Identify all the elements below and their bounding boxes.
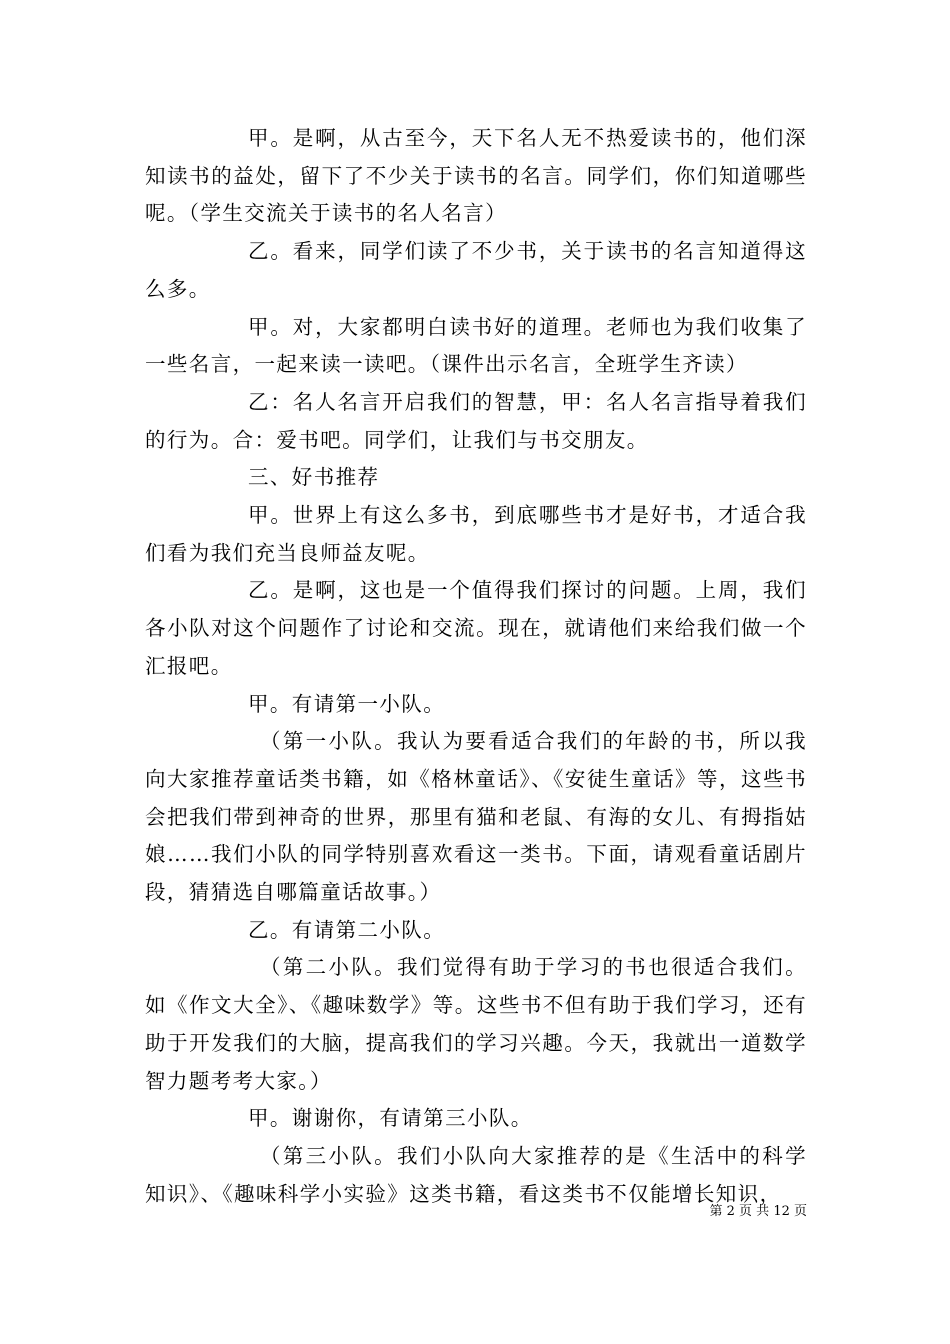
paragraph: 甲。世界上有这么多书，到底哪些书才是好书，才适合我们看为我们充当良师益友呢。: [145, 503, 807, 565]
paragraph: 乙。有请第二小队。: [248, 917, 446, 942]
paragraph: 甲。谢谢你，有请第三小队。: [248, 1106, 533, 1131]
paragraph: 乙。看来，同学们读了不少书，关于读书的名言知道得这么多。: [145, 239, 807, 301]
paragraph: 乙。是啊，这也是一个值得我们探讨的问题。上周，我们各小队对这个问题作了讨论和交流。现在，就请他们来给我们做一个汇报吧。: [145, 578, 807, 678]
section-heading: 三、好书推荐: [248, 465, 380, 490]
page-number-footer: 第 2 页 共 12 页: [709, 1204, 807, 1219]
paragraph: 甲。对，大家都明白读书好的道理。老师也为我们收集了一些名言，一起来读一读吧。（课件出示名言，全班学生齐读）: [145, 314, 807, 377]
body-text: [145, 120, 807, 1213]
paragraph: （第三小队。我们小队向大家推荐的是《生活中的科学知识》、《趣味科学小实验》这类书籍，看这类书不仅能增长知识，: [145, 1143, 807, 1206]
paragraph: 甲。是啊，从古至今，天下名人无不热爱读书的，他们深知读书的益处，留下了不少关于读书的名言。同学们，你们知道哪些呢。（学生交流关于读书的名人名言）: [145, 126, 807, 226]
paragraph: 甲。有请第一小队。: [248, 691, 446, 716]
paragraph: （第一小队。我认为要看适合我们的年龄的书，所以我向大家推荐童话类书籍，如《格林童话》、《安徒生童话》等，这些书会把我们带到神奇的世界，那里有猫和老鼠、有海的女儿、有拇指姑娘……我们小队的同学特别喜欢看这一类书。下面，请观看童话剧片段，猜猜选自哪篇童话故事。）: [145, 729, 807, 905]
paragraph: 乙：名人名言开启我们的智慧，甲：名人名言指导着我们的行为。合：爱书吧。同学们，让我们与书交朋友。: [145, 389, 807, 452]
paragraph: （第二小队。我们觉得有助于学习的书也很适合我们。如《作文大全》、《趣味数学》等。这些书不但有助于我们学习，还有助于开发我们的大脑，提高我们的学习兴趣。今天，我就出一道数学智力题考考大家。）: [145, 955, 807, 1093]
